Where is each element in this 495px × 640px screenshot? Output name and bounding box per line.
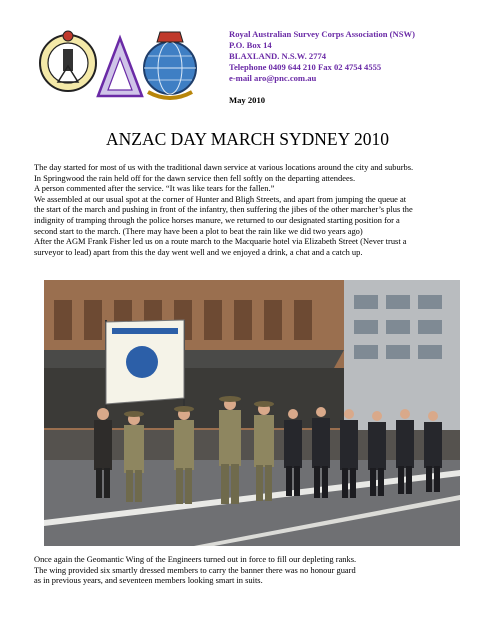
paragraph-line: A person commented after the service. “It was like tears for the fallen.” (34, 183, 275, 194)
paragraph-line: the start of the march and pushing in front of the infantry, then suffering the jibes of the other marcher’s plus the (34, 204, 413, 215)
phone-fax: Telephone 0409 644 210 Fax 02 4754 4555 (229, 62, 382, 73)
paragraph-line: surveyor to lead) apart from this the day went well and we enjoyed a drink, a chat and a catch up. (34, 246, 363, 257)
page-title: ANZAC DAY MARCH SYDNEY 2010 (106, 129, 389, 149)
po-box: P.O. Box 14 (229, 40, 272, 51)
paragraph-line: second start to the march. (There may have been a plot to beat the rain like we did two years ago) (34, 225, 363, 236)
triangle-emblem-icon (98, 38, 142, 96)
paragraph-line: The day started for most of us with the traditional dawn service at various locations around the city and suburbs. (34, 162, 414, 172)
association-contact-block (229, 29, 415, 84)
article-body (34, 162, 484, 257)
email-link[interactable]: e-mail aro@pnc.com.au (229, 73, 317, 84)
closing-text (34, 554, 356, 586)
paragraph-line: We assembled at our usual spot at the corner of Hunter and Bligh Streets, and apart from jumping the queue at (34, 193, 407, 204)
paragraph-line: After the AGM Frank Fisher led us on a route march to the Macquarie hotel via Elizabeth Street (Never trust a (34, 236, 407, 247)
march-photo (44, 280, 460, 546)
closing-line: The wing provided six smartly dressed members to carry the banner there was no honour guard (34, 564, 356, 575)
issue-date: May 2010 (229, 95, 266, 105)
association-logos (36, 22, 204, 104)
closing-line: as in previous years, and seventeen members looking smart in suits. (34, 575, 263, 586)
org-name: Royal Australian Survey Corps Association (NSW) (229, 29, 415, 39)
closing-line: Once again the Geomantic Wing of the Engineers turned out in force to fill our depleting ranks. (34, 554, 357, 564)
paragraph-line: In Springwood the rain held off for the dawn service then fell softly on the departing attendees. (34, 172, 356, 183)
paragraph-line: indignity of tramping through the police horses manure, we returned to our designated starting position for a (34, 214, 400, 225)
survey-corps-badge-icon (40, 31, 96, 91)
address: BLAXLAND. N.S.W. 2774 (229, 51, 327, 62)
globe-badge-icon (144, 32, 196, 98)
